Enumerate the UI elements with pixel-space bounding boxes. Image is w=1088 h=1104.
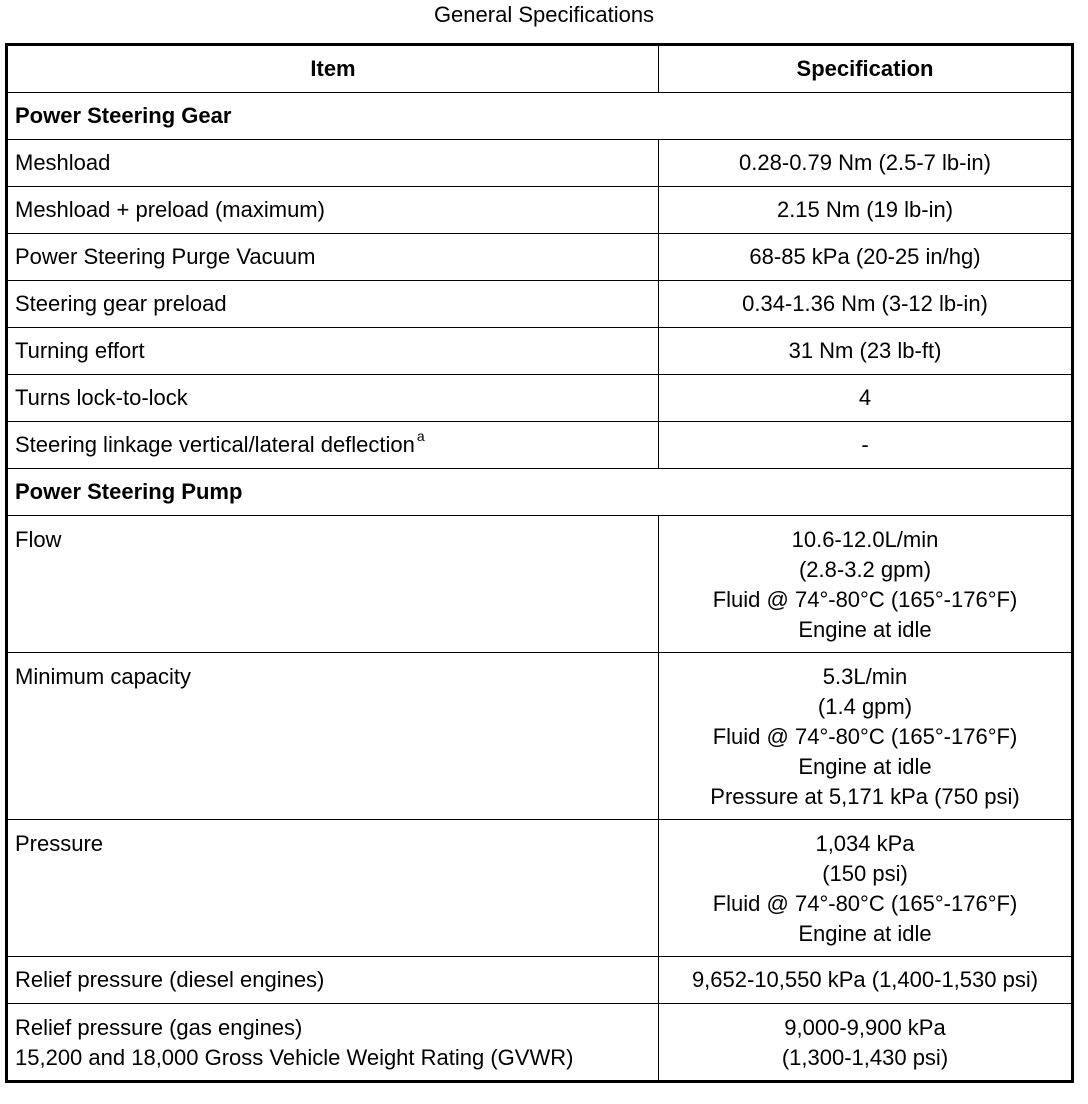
section-row xyxy=(7,93,1073,140)
section-row xyxy=(7,469,1073,516)
item-label: Turning effort xyxy=(15,338,145,363)
specification-cell xyxy=(659,140,1073,187)
item-cell xyxy=(7,375,659,422)
spec-table xyxy=(5,43,1074,1083)
cell-line: Minimum capacity xyxy=(15,664,192,689)
item-label: Meshload + preload (maximum) xyxy=(15,197,325,222)
table-row xyxy=(7,375,1073,422)
specification-value: 9,652-10,550 kPa (1,400-1,530 psi) xyxy=(691,967,1039,992)
specification-cell xyxy=(659,328,1073,375)
specification-cell xyxy=(659,187,1073,234)
item-label: Power Steering Purge Vacuum xyxy=(15,244,316,269)
table-row xyxy=(7,653,1073,820)
specification-cell xyxy=(659,281,1073,328)
item-label: Relief pressure (diesel engines) xyxy=(15,967,325,992)
table-row xyxy=(7,516,1073,653)
table-row xyxy=(7,234,1073,281)
section-heading: Power Steering Gear xyxy=(7,93,1073,140)
cell-line: Engine at idle xyxy=(798,754,932,779)
cell-line: 10.6-12.0L/min xyxy=(791,527,939,552)
specification-cell xyxy=(659,516,1073,653)
specification-value: 68-85 kPa (20-25 in/hg) xyxy=(749,244,981,269)
table-header-row xyxy=(7,45,1073,93)
cell-line: Fluid @ 74°-80°C (165°-176°F) xyxy=(712,724,1018,749)
item-cell xyxy=(7,140,659,187)
item-cell xyxy=(7,653,659,820)
specification-value: 4 xyxy=(858,385,872,410)
header-specification: Specification xyxy=(659,45,1073,93)
specification-cell xyxy=(659,653,1073,820)
specification-cell xyxy=(659,1004,1073,1082)
cell-line: (2.8-3.2 gpm) xyxy=(798,557,932,582)
cell-line: Relief pressure (gas engines) xyxy=(15,1015,303,1040)
specification-cell xyxy=(659,820,1073,957)
cell-line: (1,300-1,430 psi) xyxy=(781,1045,949,1070)
specification-value: 0.28-0.79 Nm (2.5-7 lb-in) xyxy=(739,150,991,175)
cell-line: Engine at idle xyxy=(798,921,932,946)
cell-line: Fluid @ 74°-80°C (165°-176°F) xyxy=(712,891,1018,916)
item-cell xyxy=(7,422,659,469)
item-cell xyxy=(7,328,659,375)
cell-line: Fluid @ 74°-80°C (165°-176°F) xyxy=(712,587,1018,612)
table-row xyxy=(7,328,1073,375)
specification-cell xyxy=(659,234,1073,281)
spec-table-body xyxy=(7,93,1073,1082)
specification-value: - xyxy=(861,432,869,457)
table-row xyxy=(7,1004,1073,1082)
table-row xyxy=(7,422,1073,469)
cell-line: Pressure at 5,171 kPa (750 psi) xyxy=(710,784,1020,809)
table-row xyxy=(7,187,1073,234)
specification-cell xyxy=(659,375,1073,422)
header-item: Item xyxy=(7,45,659,93)
item-cell xyxy=(7,187,659,234)
cell-line: Flow xyxy=(15,527,62,552)
specification-value: 2.15 Nm (19 lb-in) xyxy=(776,197,954,222)
specification-value: 31 Nm (23 lb-ft) xyxy=(788,338,942,363)
specification-value: 0.34-1.36 Nm (3-12 lb-in) xyxy=(742,291,988,316)
item-label: Steering gear preload xyxy=(15,291,227,316)
item-label: Meshload xyxy=(15,150,111,175)
table-row xyxy=(7,281,1073,328)
table-row xyxy=(7,820,1073,957)
item-cell xyxy=(7,516,659,653)
specification-cell xyxy=(659,422,1073,469)
page-title: General Specifications xyxy=(433,2,655,27)
item-cell xyxy=(7,1004,659,1082)
item-label: Turns lock-to-lock xyxy=(15,385,188,410)
item-cell xyxy=(7,281,659,328)
cell-line: Pressure xyxy=(15,831,104,856)
item-cell xyxy=(7,957,659,1004)
cell-line: 5.3L/min xyxy=(822,664,908,689)
cell-line: 15,200 and 18,000 Gross Vehicle Weight Rating (GVWR) xyxy=(15,1045,574,1070)
item-label: Steering linkage vertical/lateral deflection xyxy=(15,432,415,457)
specification-cell xyxy=(659,957,1073,1004)
footnote-marker: a xyxy=(416,428,425,444)
cell-line: (150 psi) xyxy=(822,861,908,886)
cell-line: Engine at idle xyxy=(798,617,932,642)
cell-line: (1.4 gpm) xyxy=(817,694,913,719)
cell-line: 1,034 kPa xyxy=(815,831,915,856)
table-row xyxy=(7,140,1073,187)
cell-line: 9,000-9,900 kPa xyxy=(784,1015,946,1040)
section-heading: Power Steering Pump xyxy=(7,469,1073,516)
item-cell xyxy=(7,234,659,281)
item-cell xyxy=(7,820,659,957)
table-row xyxy=(7,957,1073,1004)
